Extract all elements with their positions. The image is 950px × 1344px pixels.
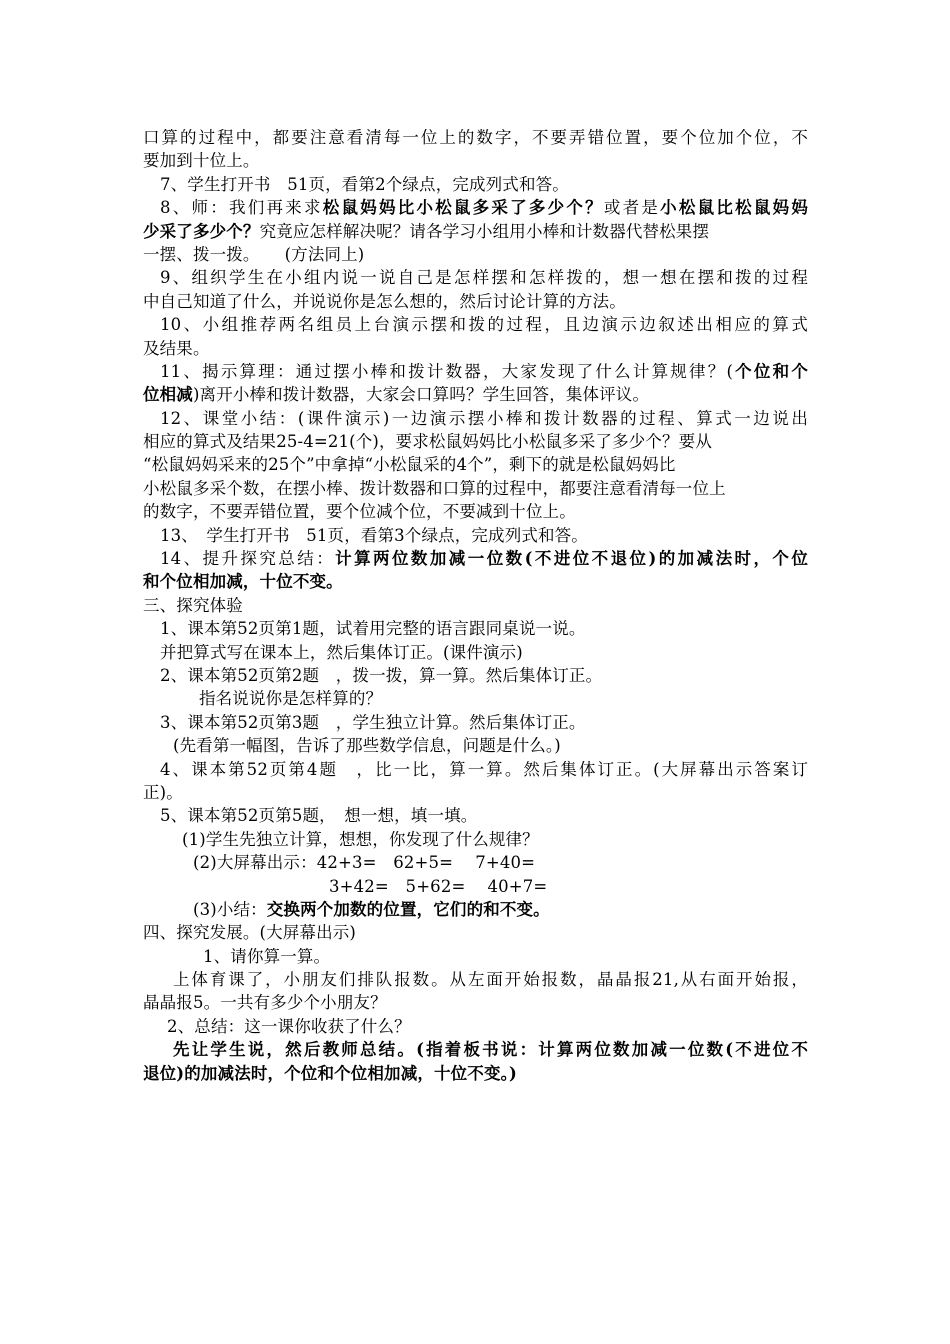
text-line xyxy=(143,337,808,360)
text-run: 晶晶报5。一共有多少个小朋友？ xyxy=(143,993,387,1013)
text-run: (先看第一幅图，告诉了那些数学信息，问题是什么。) xyxy=(173,736,561,756)
text-line xyxy=(143,1062,808,1085)
text-line xyxy=(143,594,808,617)
text-line xyxy=(143,968,808,991)
text-line xyxy=(143,734,808,757)
text-line xyxy=(143,500,808,523)
text-line xyxy=(143,266,808,289)
text-run: )离开小棒和拨计数器，大家会口算吗？学生回答，集体评议。 xyxy=(192,385,650,405)
text-run: 并把算式写在课本上，然后集体订正。(课件演示) xyxy=(160,642,523,662)
text-line xyxy=(143,196,808,219)
text-line xyxy=(143,851,808,874)
text-run: 1、请你算一算。 xyxy=(203,946,331,966)
text-run: 12、课堂小结：(课件演示)一边演示摆小棒和拨计数器的过程、算式一边说出 xyxy=(160,408,808,428)
text-run: 14、提升探究总结： xyxy=(160,549,336,569)
text-run: 7、学生打开书 51页，看第2个绿点，完成列式和答。 xyxy=(160,174,569,194)
bold-text: 位相减 xyxy=(143,385,193,405)
text-run: 口算的过程中，都要注意看清每一位上的数字，不要弄错位置，要个位加个位，不 xyxy=(143,128,808,147)
bold-text: 松鼠妈妈比小松鼠多采了多少个？ xyxy=(322,198,604,218)
bold-text: 先让学生说，然后教师总结。(指着板书说：计算两位数加减一位数(不进位不 xyxy=(173,1040,808,1060)
text-line xyxy=(143,407,808,430)
text-run: 小松鼠多采个数，在摆小棒、拨计数器和口算的过程中，都要注意看清每一位上 xyxy=(143,478,726,498)
text-run: 四、探究发展。(大屏幕出示) xyxy=(143,923,356,943)
text-run: 2、总结：这一课你收获了什么？ xyxy=(167,1016,411,1036)
text-run: 3、课本第52页第3题 ，学生独立计算。然后集体订正。 xyxy=(160,712,586,732)
bold-text: 个位和个 xyxy=(733,361,808,381)
bold-text: 交换两个加数的位置，它们的和不变。 xyxy=(266,899,550,919)
text-run: 10、小组推荐两名组员上台演示摆和拨的过程，且边演示边叙述出相应的算式 xyxy=(160,315,808,335)
text-line xyxy=(143,828,808,851)
text-run: 相应的算式及结果25-4=21(个)，要求松鼠妈妈比小松鼠多采了多少个？要从 xyxy=(143,432,712,452)
text-line xyxy=(143,664,808,687)
text-run: 究竟应怎样解决呢？请各学习小组用小棒和计数器代替松果摆 xyxy=(259,221,710,241)
text-run: 的数字，不要弄错位置，要个位减个位，不要减到十位上。 xyxy=(143,502,576,522)
text-run: 指名说说你是怎样算的？ xyxy=(199,689,383,709)
bold-text: 和个位相加减，十位不变。 xyxy=(143,572,343,592)
text-line xyxy=(143,547,808,570)
document-body xyxy=(143,126,808,1085)
text-run: 三、探究体验 xyxy=(143,595,243,615)
text-line xyxy=(143,875,808,898)
text-run: 3+42= 5+62= 40+7= xyxy=(329,876,548,896)
text-run: 或者是 xyxy=(603,198,661,218)
text-line xyxy=(143,898,808,921)
text-run: 要加到十位上。 xyxy=(143,151,260,171)
text-line xyxy=(143,711,808,734)
text-line xyxy=(143,945,808,968)
text-line xyxy=(143,1015,808,1038)
text-line xyxy=(143,524,808,547)
text-run: (2)大屏幕出示：42+3= 62+5= 7+40= xyxy=(193,853,536,873)
text-line xyxy=(143,173,808,196)
text-run: 1、课本第52页第1题，试着用完整的语言跟同桌说一说。 xyxy=(160,619,586,639)
text-line xyxy=(143,430,808,453)
text-line xyxy=(143,687,808,710)
text-line xyxy=(143,290,808,313)
text-run: 13、 学生打开书 51页，看第3个绿点，完成列式和答。 xyxy=(160,525,588,545)
text-line xyxy=(143,149,808,172)
bold-text: 小松鼠比松鼠妈妈 xyxy=(660,198,809,218)
text-run: 9、组织学生在小组内说一说自己是怎样摆和怎样拨的，想一想在摆和拨的过程 xyxy=(160,268,808,288)
text-run: (1)学生先独立计算，想想，你发现了什么规律？ xyxy=(182,829,539,849)
text-line xyxy=(143,220,808,243)
text-run: 5、课本第52页第5题， 想一想，填一填。 xyxy=(160,806,478,826)
text-line xyxy=(143,1038,808,1061)
text-line xyxy=(143,921,808,944)
text-run: 一摆、拨一拨。 (方法同上) xyxy=(143,244,365,264)
text-line xyxy=(143,641,808,664)
text-run: 4、课本第52页第4题 ，比一比，算一算。然后集体订正。(大屏幕出示答案订 xyxy=(160,759,808,779)
text-run: 2、课本第52页第2题 ，拨一拨，算一算。然后集体订正。 xyxy=(160,665,603,685)
text-run: 中自己知道了什么，并说说你是怎么想的，然后讨论计算的方法。 xyxy=(143,291,626,311)
text-run: 及结果。 xyxy=(143,338,210,358)
text-run: 上体育课了，小朋友们排队报数。从左面开始报数，晶晶报21,从右面开始报， xyxy=(173,970,808,990)
bold-text: 少采了多少个？ xyxy=(143,221,260,241)
text-line xyxy=(143,991,808,1014)
text-line xyxy=(143,453,808,476)
text-line xyxy=(143,617,808,640)
text-run: 8、师：我们再来求 xyxy=(160,198,323,218)
text-line xyxy=(143,360,808,383)
text-run: 11、揭示算理：通过摆小棒和拨计数器，大家发现了什么计算规律？( xyxy=(160,361,734,381)
text-line xyxy=(143,243,808,266)
text-line xyxy=(143,126,808,149)
text-run: (3)小结： xyxy=(193,899,267,919)
text-line xyxy=(143,758,808,781)
text-line xyxy=(143,313,808,336)
text-run: 正)。 xyxy=(143,782,183,802)
bold-text: 退位)的加减法时，个位和个位相加减，十位不变。) xyxy=(143,1063,517,1083)
text-line xyxy=(143,477,808,500)
text-line xyxy=(143,781,808,804)
text-line xyxy=(143,383,808,406)
text-line xyxy=(143,570,808,593)
text-run: “松鼠妈妈采来的25个”中拿掉“小松鼠采的4个”，剩下的就是松鼠妈妈比 xyxy=(143,455,676,475)
text-line xyxy=(143,804,808,827)
bold-text: 计算两位数加减一位数(不进位不退位)的加减法时，个位 xyxy=(335,549,808,569)
